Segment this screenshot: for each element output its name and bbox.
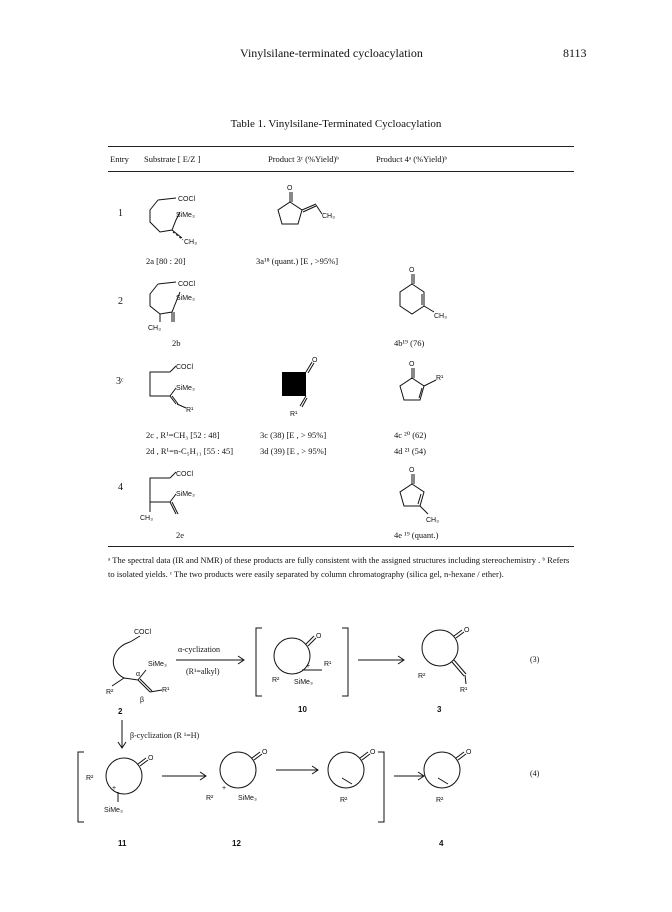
label-4b: 4b¹⁹ (76) — [394, 338, 425, 348]
svg-text:SiMe₃: SiMe₃ — [176, 212, 195, 219]
svg-text:CH₃: CH₃ — [184, 239, 197, 246]
svg-text:CH₃: CH₃ — [434, 313, 447, 320]
label-4c: 4c ²⁰ (62) — [394, 430, 427, 440]
table-caption: Table 1. Vinylsilane-Terminated Cycloacylation — [230, 118, 442, 130]
entry-2: 2 — [118, 296, 123, 307]
col-product4: Product 4ᵃ (%Yield)ᵇ — [376, 154, 448, 164]
col-product3: Product 3ᶜ (%Yield)ᵇ — [268, 154, 339, 164]
svg-text:α-cyclization: α-cyclization — [178, 645, 220, 654]
svg-text:R²: R² — [272, 677, 280, 684]
svg-text:R¹: R¹ — [324, 661, 332, 668]
structure-2a — [150, 196, 197, 246]
svg-text:SiMe₃: SiMe₃ — [238, 795, 257, 802]
equation-4-number: (4) — [530, 769, 540, 778]
svg-text:O: O — [464, 627, 470, 634]
svg-text:β-cyclization (R ¹=H): β-cyclization (R ¹=H) — [130, 731, 200, 740]
svg-text:SiMe₃: SiMe₃ — [176, 385, 195, 392]
svg-text:2: 2 — [118, 707, 123, 716]
entry-4: 4 — [118, 482, 123, 493]
structure-4b — [400, 267, 447, 320]
alpha-cyclization-arrow — [176, 645, 244, 676]
arrow-11-to-12 — [162, 772, 206, 780]
label-3d: 3d (39) [E , > 95%] — [260, 446, 327, 456]
svg-text:R¹: R¹ — [436, 375, 444, 382]
scheme-compound-11 — [86, 755, 154, 848]
equation-3-number: (3) — [530, 655, 540, 664]
scheme-compound-3 — [418, 627, 470, 714]
scheme-compound-2 — [106, 629, 170, 716]
label-3a: 3a¹⁸ (quant.) [E , >95%] — [256, 256, 339, 266]
col-substrate: Substrate [ E/Z ] — [144, 154, 201, 164]
svg-text:O: O — [287, 185, 293, 192]
svg-text:COCl: COCl — [134, 629, 152, 636]
structure-2c — [150, 364, 195, 414]
svg-text:O: O — [409, 361, 415, 368]
svg-text:O: O — [409, 467, 415, 474]
footnote-a: ᵃ The spectral data (IR and NMR) of these products are fully consistent with the assigned structures including stereochemistry . — [108, 555, 541, 565]
col-entry: Entry — [110, 154, 129, 164]
footnote-c: ᶜ The two products were easily separated by column chromatography (silica gel, n-hexane / ether). — [169, 569, 504, 579]
svg-text:4: 4 — [439, 839, 444, 848]
label-4d: 4d ²¹ (54) — [394, 446, 427, 456]
svg-text:O: O — [312, 357, 318, 364]
svg-text:SiMe₃: SiMe₃ — [176, 295, 195, 302]
svg-text:O: O — [409, 267, 415, 274]
svg-text:R¹: R¹ — [290, 411, 298, 418]
page-number: 8113 — [563, 46, 587, 60]
svg-text:R¹: R¹ — [186, 407, 194, 414]
svg-text:β: β — [140, 697, 145, 704]
svg-text:O: O — [466, 749, 472, 756]
bracket-right-eq4 — [378, 752, 384, 822]
svg-text:O: O — [262, 749, 268, 756]
structure-4e — [400, 467, 439, 524]
svg-text:+: + — [112, 785, 117, 792]
svg-text:R²: R² — [86, 775, 94, 782]
structure-3c — [282, 357, 318, 418]
svg-text:CH₃: CH₃ — [148, 325, 161, 332]
svg-text:COCl: COCl — [176, 364, 194, 371]
svg-text:R²: R² — [106, 689, 114, 696]
svg-text:SiMe₃: SiMe₃ — [104, 807, 123, 814]
label-2d: 2d , R¹=n-C₅H₁₁ [55 : 45] — [146, 446, 234, 456]
svg-text:(R¹=alkyl): (R¹=alkyl) — [186, 667, 220, 676]
beta-cyclization-arrow — [118, 720, 200, 748]
bracket-left-eq4 — [78, 752, 84, 822]
svg-text:CH₃: CH₃ — [322, 213, 335, 220]
structure-2b — [148, 281, 196, 332]
svg-text:R¹: R¹ — [460, 687, 468, 694]
svg-text:R²: R² — [340, 797, 348, 804]
label-2a: 2a [80 : 20] — [146, 256, 186, 266]
label-2c: 2c , R¹=CH₃ [52 : 48] — [146, 430, 220, 440]
structure-4c — [400, 361, 444, 400]
svg-text:R¹: R¹ — [162, 687, 170, 694]
label-4e: 4e ¹⁹ (quant.) — [394, 530, 439, 540]
running-title: Vinylsilane-terminated cycloacylation — [240, 46, 423, 60]
svg-text:CH₃: CH₃ — [140, 515, 153, 522]
svg-text:+: + — [306, 663, 311, 670]
entry-1: 1 — [118, 208, 123, 219]
arrow-12-to-enone — [276, 766, 318, 774]
svg-text:CH₃: CH₃ — [426, 517, 439, 524]
arrow-to-4 — [394, 772, 424, 780]
svg-text:COCl: COCl — [178, 196, 196, 203]
scheme-compound-4 — [424, 749, 472, 848]
footnote-b: ᵇ Refers to isolated yields. — [108, 555, 570, 579]
svg-text:+: + — [222, 785, 227, 792]
svg-text:O: O — [316, 633, 322, 640]
structure-3a — [278, 185, 335, 224]
label-2b: 2b — [172, 338, 181, 348]
scheme-compound-12 — [206, 749, 268, 848]
svg-text:O: O — [148, 755, 154, 762]
svg-text:R²: R² — [436, 797, 444, 804]
structure-2e — [140, 471, 195, 522]
scheme-intermediate-enone — [328, 749, 376, 804]
svg-text:SiMe₃: SiMe₃ — [176, 491, 195, 498]
entry-3: 3ᶜ — [116, 376, 124, 387]
svg-text:COCl: COCl — [178, 281, 196, 288]
arrow-to-3 — [358, 656, 404, 664]
svg-text:R²: R² — [418, 673, 426, 680]
svg-text:11: 11 — [118, 839, 127, 848]
svg-text:3: 3 — [437, 705, 442, 714]
svg-text:12: 12 — [232, 839, 241, 848]
scheme-compound-10 — [256, 628, 348, 714]
svg-text:10: 10 — [298, 705, 307, 714]
svg-text:COCl: COCl — [176, 471, 194, 478]
svg-text:R²: R² — [206, 795, 214, 802]
label-2e: 2e — [176, 530, 185, 540]
svg-text:SiMe₃: SiMe₃ — [294, 679, 313, 686]
label-3c: 3c (38) [E , > 95%] — [260, 430, 327, 440]
svg-text:O: O — [370, 749, 376, 756]
svg-text:SiMe₃: SiMe₃ — [148, 661, 167, 668]
svg-text:α: α — [136, 671, 141, 678]
